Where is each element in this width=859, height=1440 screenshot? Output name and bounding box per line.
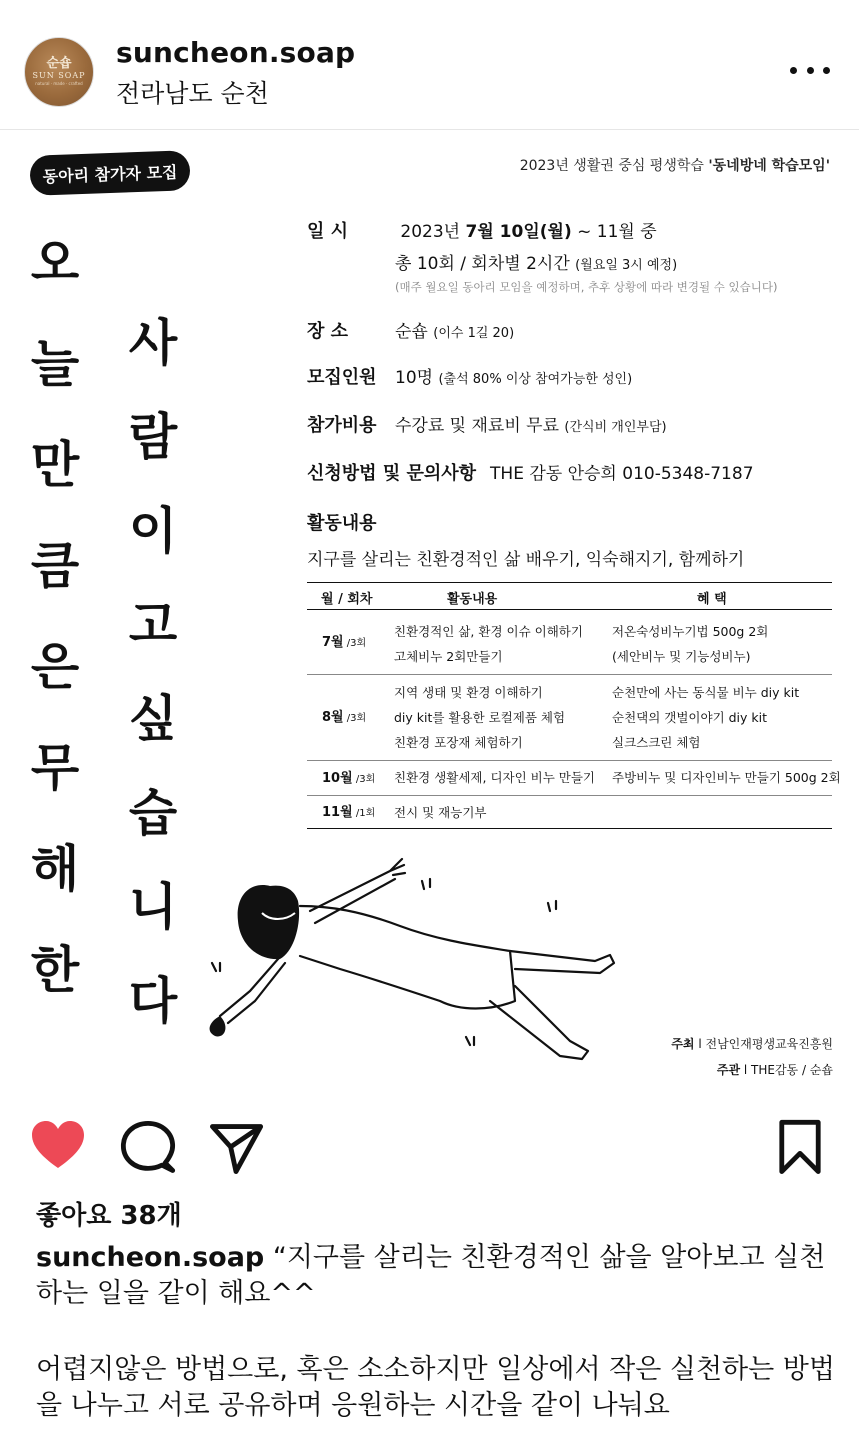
post-caption: [36, 1240, 826, 1312]
poster-credits: 주최 l 전남인재평생교육진흥원 주관 l THE감동 / 순숍: [671, 1037, 833, 1077]
handwritten-col2-char: 고: [128, 596, 178, 654]
handwritten-col2-char: 람: [128, 408, 178, 466]
post-header: [0, 0, 859, 130]
handwritten-col2-char: 습: [128, 784, 178, 842]
avatar-logo-subtext: SUN SOAP: [32, 71, 86, 80]
handwritten-col1-char: 무: [30, 739, 80, 797]
handwritten-col2-char: 니: [128, 878, 178, 936]
handwritten-col1-char: 한: [30, 941, 80, 999]
recruit-badge: 동아리 참가자 모집: [29, 150, 190, 196]
handwritten-col1-char: 만: [30, 436, 80, 494]
table-row: 11월 /1회 전시 및 재능기부: [307, 797, 832, 829]
poster-program-title: 2023년 생활권 중심 평생학습 '동네방네 학습모임': [519, 158, 830, 174]
handwritten-column-2: [118, 311, 188, 1063]
handwritten-col2-char: 싶: [128, 690, 178, 748]
handwritten-col1-char: 큼: [30, 537, 80, 595]
schedule-row-2: 총 10회 / 회차별 2시간 (월요일 3시 예정): [395, 254, 678, 274]
avatar[interactable]: [24, 37, 94, 107]
heart-icon[interactable]: [28, 1116, 88, 1176]
handwritten-col2-char: 사: [128, 314, 178, 372]
handwritten-col2-char: 이: [128, 502, 178, 560]
apply-row: 신청방법 및 문의사항 THE 감동 안승희 010-5348-7187: [307, 463, 754, 484]
caption-text: “지구를 살리는 친환경적인 삶을 알아보고 실천하는 일을 같이 해요^^: [36, 1242, 826, 1309]
handwritten-col1-char: 늘: [30, 335, 80, 393]
lying-woman-illustration: [190, 851, 630, 1086]
like-count[interactable]: 좋아요 38개: [36, 1201, 182, 1231]
table-row: 10월 /3회 친환경 생활세제, 디자인 비누 만들기 주방비누 및 디자인비누 만들기 500g 2회: [307, 762, 832, 796]
handwritten-col2-char: 다: [128, 972, 178, 1030]
activity-label: 활동내용: [307, 513, 377, 534]
fee-row: 참가비용 수강료 및 재료비 무료 (간식비 개인부담): [307, 415, 667, 436]
username[interactable]: suncheon.soap: [116, 36, 356, 69]
activity-value: 지구를 살리는 친환경적인 삶 배우기, 익숙해지기, 함께하기: [307, 550, 745, 570]
schedule-note: (매주 월요일 동아리 모임을 예정하며, 추후 상황에 따라 변경될 수 있습니다): [395, 280, 778, 294]
caption-username[interactable]: suncheon.soap: [36, 1242, 265, 1273]
comment-icon[interactable]: [118, 1118, 178, 1178]
table-row: 8월 /3회 지역 생태 및 환경 이해하기 diy kit를 활용한 로컬제품 체험 친환경 포장재 체험하기 순천만에 사는 동식물 비누 diy kit 순천댁의 갯벌이야기 diy kit 실크스크린 체험: [307, 676, 832, 761]
recruit-row: 모집인원 10명 (출석 80% 이상 참여가능한 성인): [307, 367, 633, 388]
share-icon[interactable]: [206, 1118, 266, 1178]
post-actions: [0, 1110, 859, 1180]
table-row: 7월 /3회 친환경적인 삶, 환경 이슈 이해하기 고체비누 2회만들기 저온숙성비누기법 500g 2회 (세안비누 및 기능성비누): [307, 611, 832, 675]
bookmark-icon[interactable]: [770, 1118, 830, 1178]
place-row: 장 소 순숍 (이수 1길 20): [307, 321, 515, 342]
post-caption-paragraph-2: 어렵지않은 방법으로, 혹은 소소하지만 일상에서 작은 실천하는 방법을 나누고 서로 공유하며 응원하는 시간을 같이 나눠요: [36, 1354, 835, 1421]
handwritten-col1-char: 은: [30, 638, 80, 696]
post-image[interactable]: [0, 131, 859, 1086]
avatar-logo-text: 순숍: [46, 56, 72, 71]
handwritten-col1-char: 오: [30, 234, 80, 292]
handwritten-column-1: [20, 231, 90, 1039]
avatar-logo-tagline: natural · made · crafted: [35, 81, 83, 86]
schedule-row: 일 시 2023년 7월 10일(월) ~ 11월 중: [307, 221, 657, 242]
handwritten-col1-char: 해: [30, 840, 80, 898]
more-options-icon[interactable]: [790, 62, 830, 78]
location[interactable]: 전라남도 순천: [116, 79, 269, 108]
table-header: 월 / 회차 활동내용 혜 택: [307, 582, 832, 610]
